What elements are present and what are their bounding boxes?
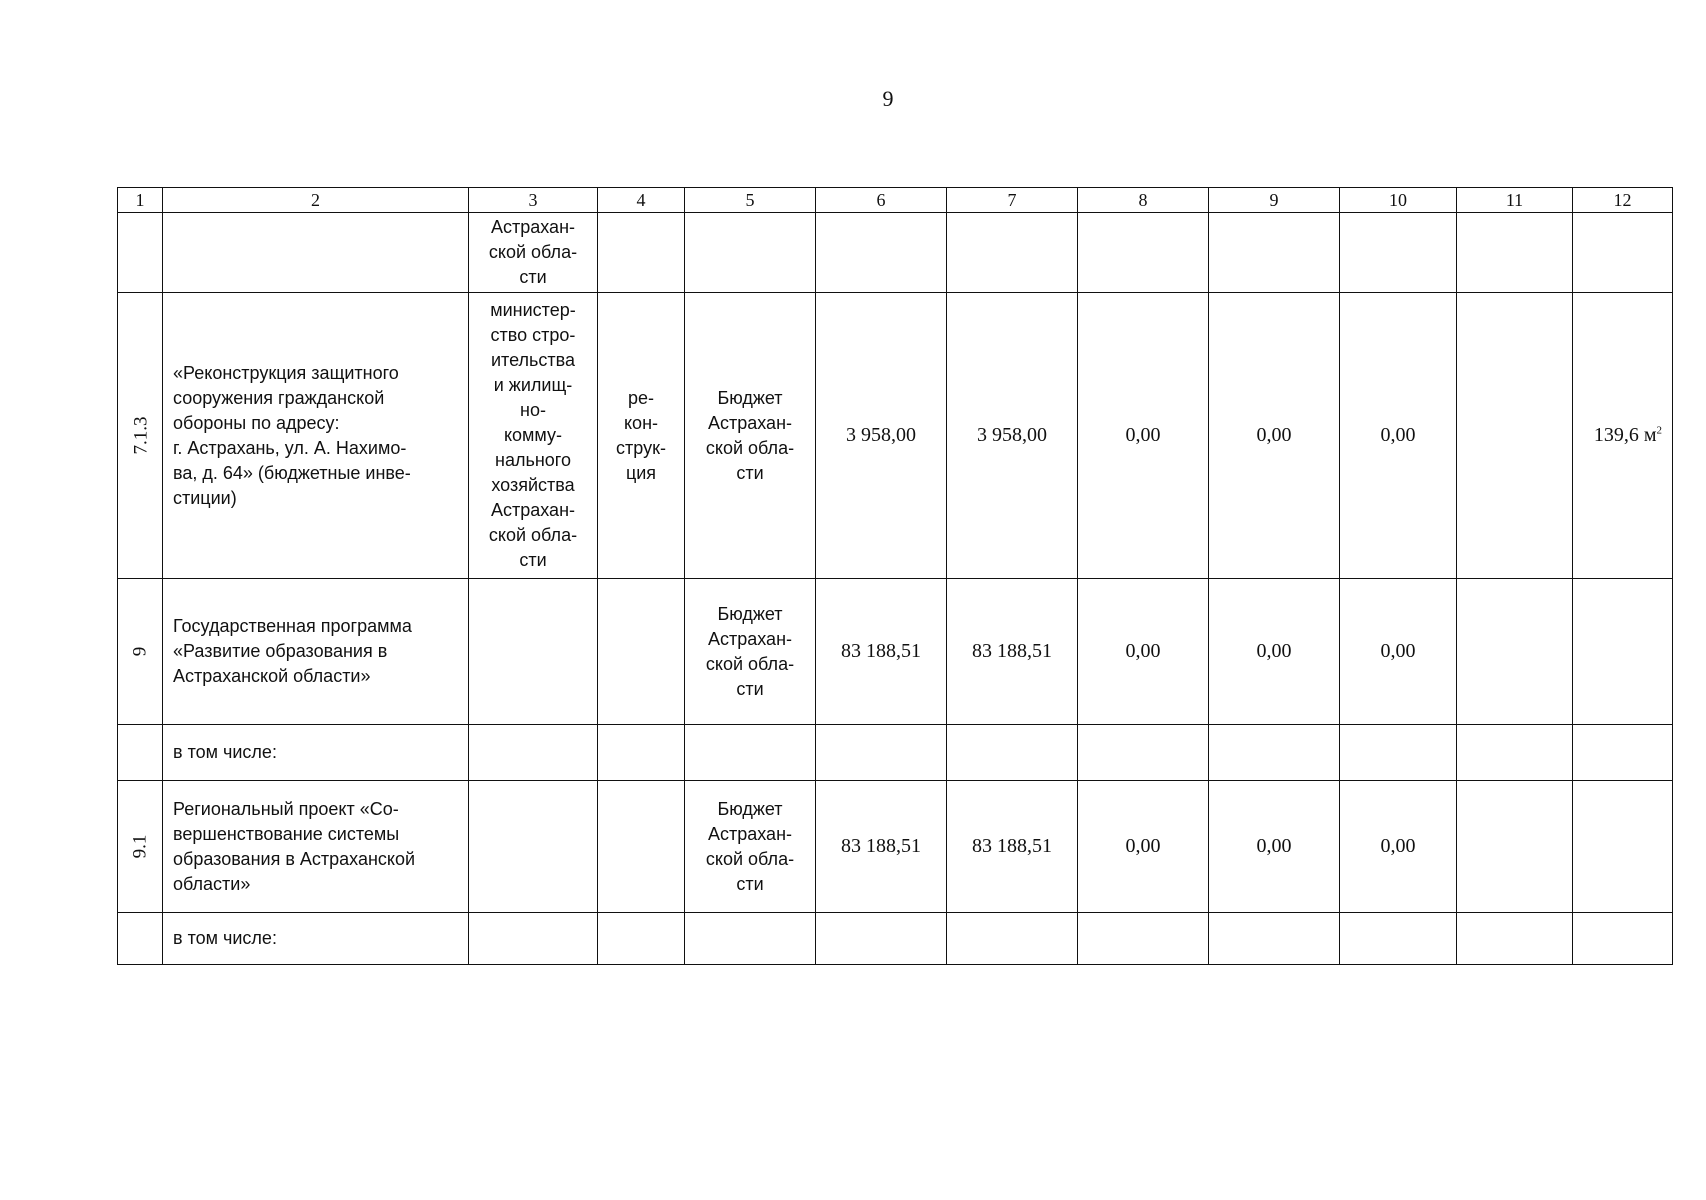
capacity-cell — [1573, 579, 1673, 725]
capacity-cell: 139,6 $м^2$ — [1573, 293, 1673, 579]
value-cell — [1078, 913, 1209, 965]
value-cell: 0,00 — [1078, 293, 1209, 579]
column-number: 7 — [947, 188, 1078, 213]
table-row — [118, 913, 1673, 965]
name-cell: «Реконструкция защитного сооружения гражданской обороны по адресу: г. Астрахань, ул. А. Нахимо- ва, д. 64» (бюджетные инве- стиции) — [163, 293, 469, 579]
value-cell — [816, 913, 947, 965]
value-cell — [1340, 725, 1457, 781]
funding-source-cell: Бюджет Астрахан- ской обла- сти — [685, 579, 816, 725]
value-cell: 83 188,51 — [816, 579, 947, 725]
value-cell — [947, 913, 1078, 965]
value-cell — [1209, 725, 1340, 781]
value-cell — [947, 725, 1078, 781]
column-number: 5 — [685, 188, 816, 213]
value-cell — [1573, 213, 1673, 293]
value-cell: 0,00 — [1340, 293, 1457, 579]
column-number: 9 — [1209, 188, 1340, 213]
column-number: 6 — [816, 188, 947, 213]
value-cell — [1457, 781, 1573, 913]
value-cell: 83 188,51 — [816, 781, 947, 913]
work-type-cell — [598, 725, 685, 781]
work-type-cell — [598, 781, 685, 913]
value-cell: 0,00 — [1209, 781, 1340, 913]
value-cell — [1457, 579, 1573, 725]
name-cell: в том числе: — [163, 725, 469, 781]
value-cell — [1078, 213, 1209, 293]
value-cell: 0,00 — [1209, 579, 1340, 725]
column-number: 1 — [118, 188, 163, 213]
funding-source-cell — [685, 213, 816, 293]
work-type-cell — [598, 579, 685, 725]
table-row — [118, 725, 1673, 781]
value-cell — [947, 213, 1078, 293]
value-cell: 3 958,00 — [947, 293, 1078, 579]
work-type-cell — [598, 213, 685, 293]
column-number: 8 — [1078, 188, 1209, 213]
value-cell — [816, 725, 947, 781]
value-cell: 3 958,00 — [816, 293, 947, 579]
funding-source-cell — [685, 725, 816, 781]
table-row — [118, 579, 1673, 725]
row-number: 9 — [129, 646, 151, 657]
value-cell: 0,00 — [1340, 579, 1457, 725]
capacity-cell — [1573, 725, 1673, 781]
value-cell — [1340, 913, 1457, 965]
value-cell: 0,00 — [1078, 781, 1209, 913]
value-cell — [1457, 213, 1573, 293]
table-row — [118, 293, 1673, 579]
column-number-row — [118, 188, 1673, 213]
funding-source-cell — [685, 913, 816, 965]
work-type-cell — [598, 913, 685, 965]
value-cell — [816, 213, 947, 293]
value-cell: 0,00 — [1078, 579, 1209, 725]
value-cell — [1209, 213, 1340, 293]
column-number: 4 — [598, 188, 685, 213]
value-cell — [1209, 913, 1340, 965]
name-cell — [163, 213, 469, 293]
capacity-cell — [1573, 781, 1673, 913]
executor-cell — [469, 725, 598, 781]
table-row — [118, 781, 1673, 913]
value-cell — [1457, 725, 1573, 781]
value-cell: 0,00 — [1340, 781, 1457, 913]
row-number-cell — [118, 725, 163, 781]
executor-cell — [469, 579, 598, 725]
name-cell: Государственная программа «Развитие образования в Астраханской области» — [163, 579, 469, 725]
column-number: 2 — [163, 188, 469, 213]
budget-table — [117, 187, 1673, 965]
column-number: 11 — [1457, 188, 1573, 213]
value-cell: 83 188,51 — [947, 579, 1078, 725]
work-type-cell: ре- кон- струк- ция — [598, 293, 685, 579]
row-number: 9.1 — [129, 834, 151, 859]
row-number: 7.1.3 — [130, 416, 152, 455]
column-number: 3 — [469, 188, 598, 213]
column-number: 10 — [1340, 188, 1457, 213]
value-cell — [1457, 293, 1573, 579]
executor-cell — [469, 913, 598, 965]
value-cell — [1457, 913, 1573, 965]
table-row — [118, 213, 1673, 293]
page-number: 9 — [882, 86, 894, 111]
funding-source-cell: Бюджет Астрахан- ской обла- сти — [685, 293, 816, 579]
row-number-cell — [118, 293, 163, 579]
row-number-cell — [118, 913, 163, 965]
executor-cell: министер- ство стро- ительства и жилищ- но- комму- нального хозяйства Астрахан- ской обла- сти — [469, 293, 598, 579]
column-number: 12 — [1573, 188, 1673, 213]
row-number-cell — [118, 213, 163, 293]
executor-cell: Астрахан- ской обла- сти — [469, 213, 598, 293]
name-cell: в том числе: — [163, 913, 469, 965]
capacity-cell — [1573, 913, 1673, 965]
row-number-cell — [118, 579, 163, 725]
value-cell: 83 188,51 — [947, 781, 1078, 913]
row-number-cell — [118, 781, 163, 913]
funding-source-cell: Бюджет Астрахан- ской обла- сти — [685, 781, 816, 913]
value-cell: 0,00 — [1209, 293, 1340, 579]
value-cell — [1340, 213, 1457, 293]
value-cell — [1078, 725, 1209, 781]
executor-cell — [469, 781, 598, 913]
name-cell: Региональный проект «Со- вершенствование системы образования в Астраханской области» — [163, 781, 469, 913]
